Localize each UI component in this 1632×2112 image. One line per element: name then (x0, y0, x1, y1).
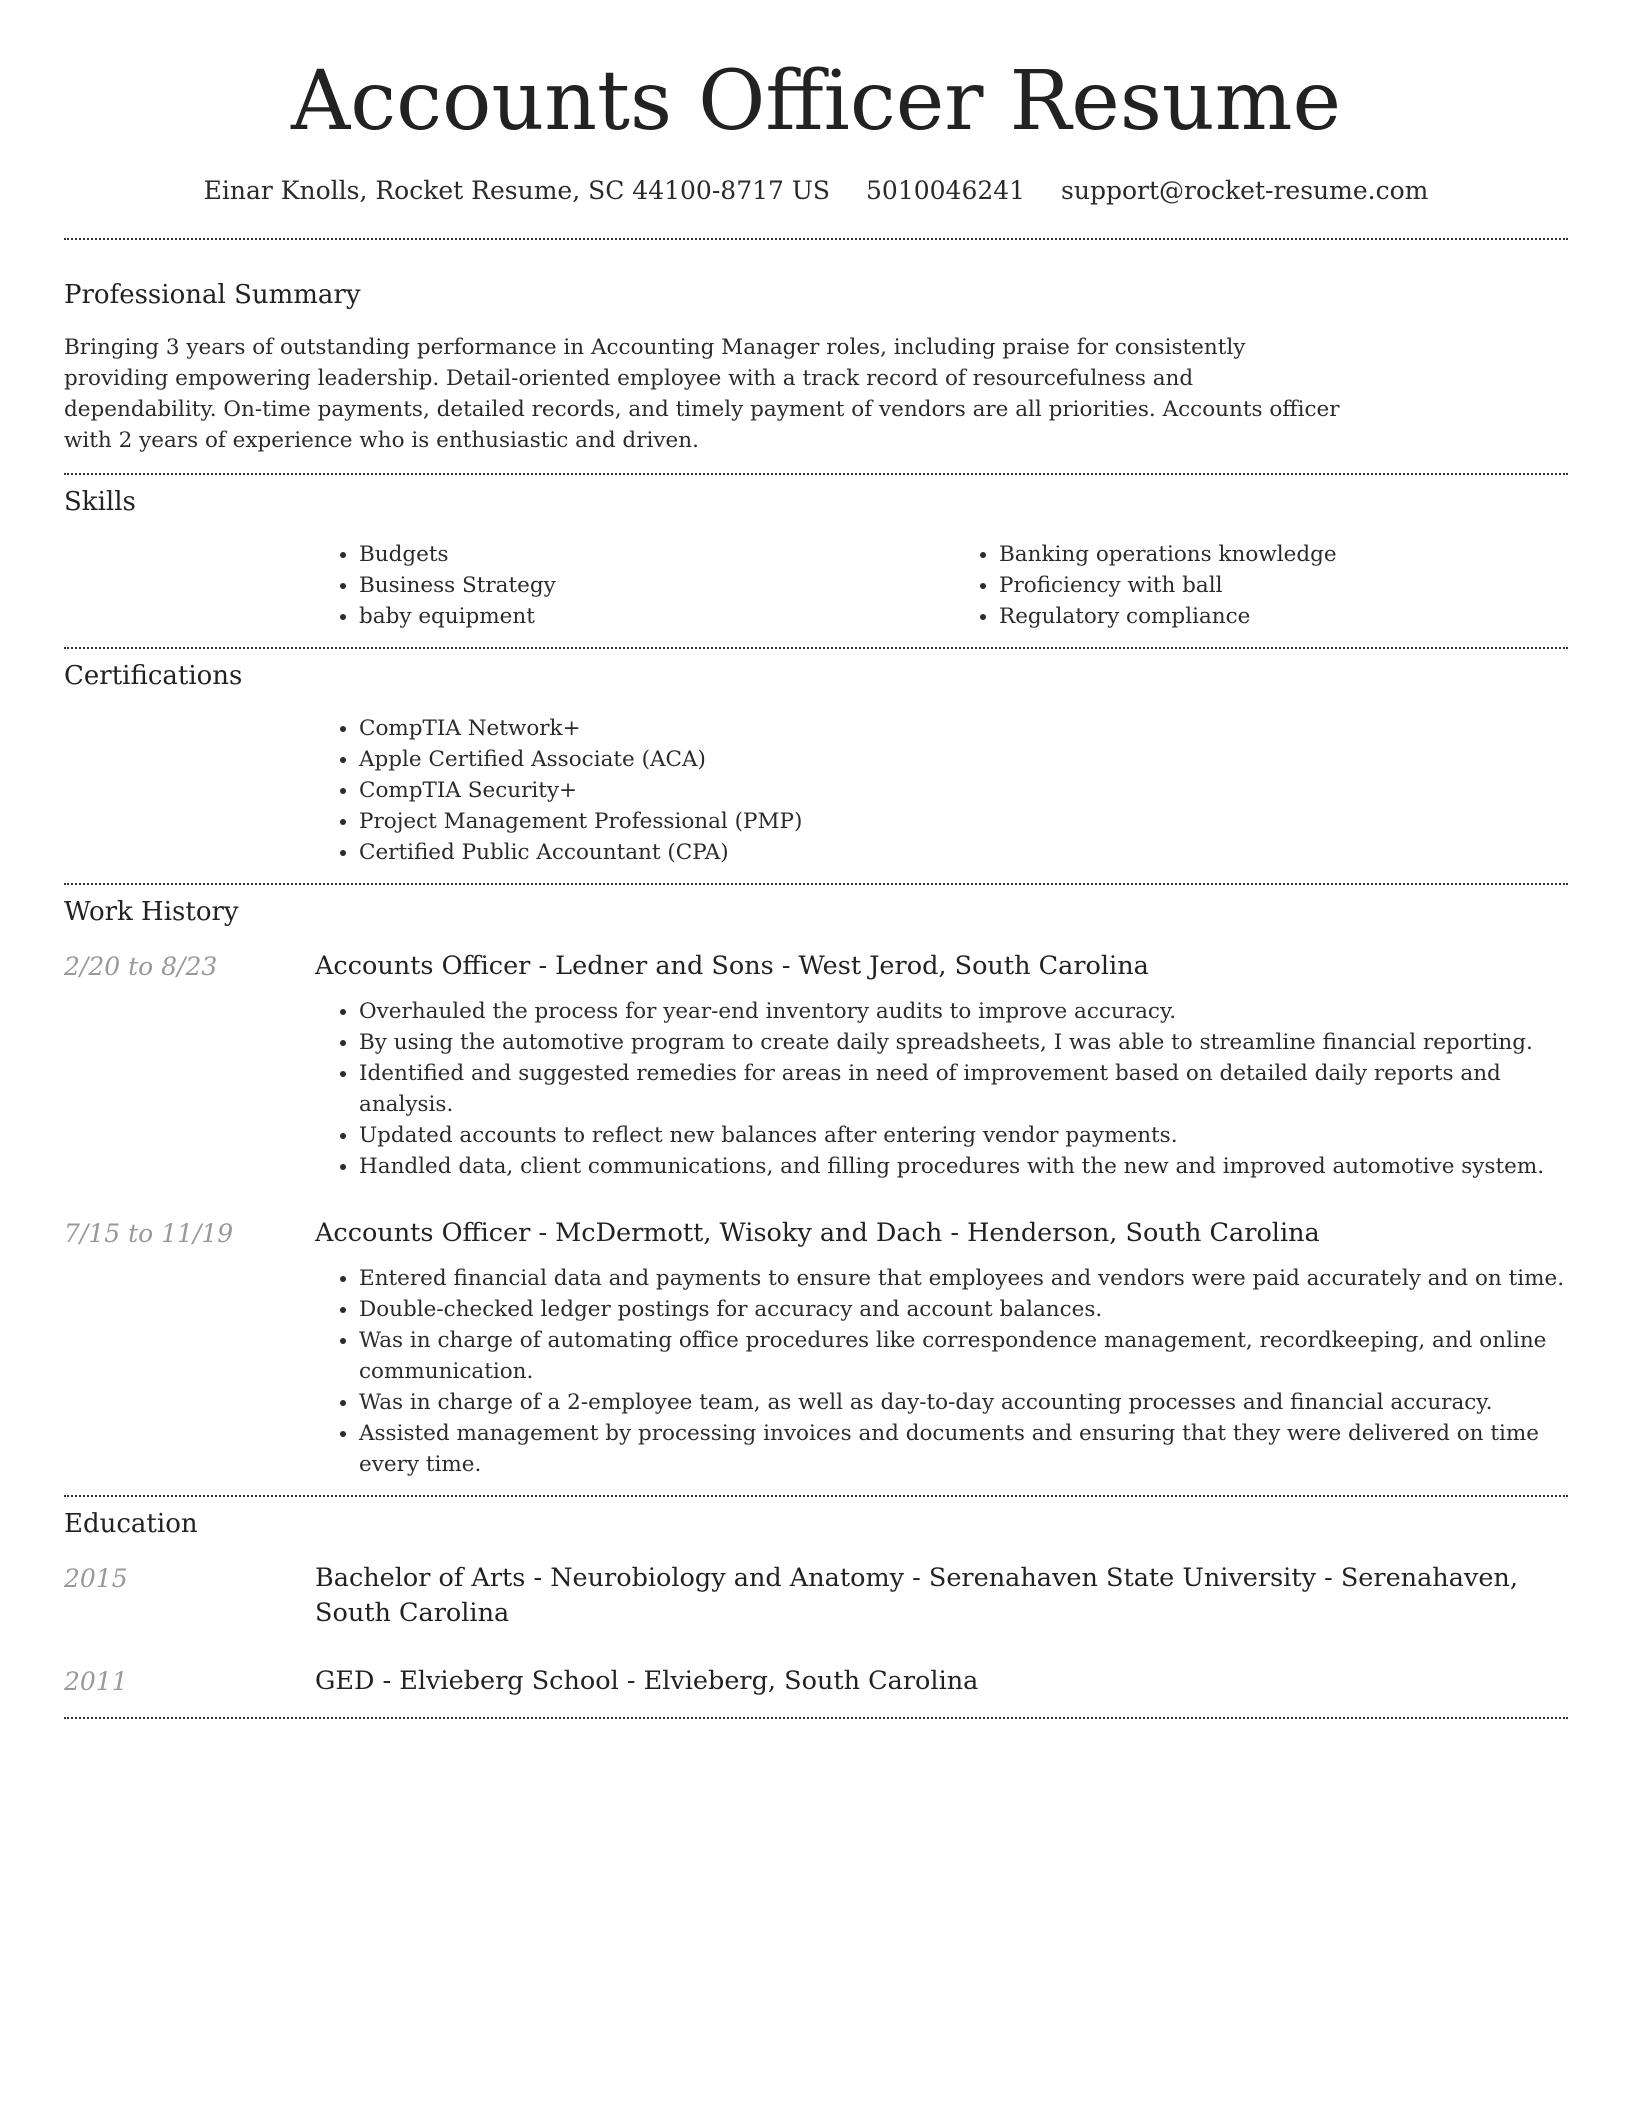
divider (64, 1495, 1568, 1497)
job-bullet: • Handled data, client communications, and filling procedures with the new and improved automotive system. (359, 1151, 1595, 1182)
job-bullet: • Was in charge of a 2-employee team, as well as day-to-day accounting processes and financial accuracy. (359, 1387, 1595, 1418)
contact-line (64, 174, 1568, 208)
education-title: Bachelor of Arts - Neurobiology and Anatomy - Serenahaven State University - Serenahaven, South Carolina (315, 1563, 1518, 1628)
job-bullet: • Entered financial data and payments to ensure that employees and vendors were paid accurately and on time. (359, 1263, 1595, 1294)
job-bullet: • Identified and suggested remedies for areas in need of improvement based on detailed daily reports and analysis. (359, 1058, 1595, 1120)
certifications-section (64, 659, 1568, 868)
certifications-list (315, 713, 1595, 868)
education-heading: Education (64, 1509, 198, 1539)
summary-text: Bringing 3 years of outstanding performance in Accounting Manager roles, including praise for consistently providing empowering leadership. Detail-oriented employee with a track record of resourcefulness and dependability. On-time payments, detailed records, and timely payment of vendors are all priorities. Accounts officer with 2 years of experience who is enthusiastic and driven. (64, 335, 1340, 453)
skill-item: • Regulatory compliance (999, 601, 1595, 632)
certification-item: • CompTIA Network+ (359, 713, 1595, 744)
summary-heading: Professional Summary (64, 280, 361, 310)
summary-section (64, 278, 1568, 456)
job-title: Accounts Officer - Ledner and Sons - West Jerod, South Carolina (315, 951, 1149, 981)
skills-column-right (955, 539, 1595, 632)
certification-item: • CompTIA Security+ (359, 775, 1595, 806)
education-date: 2011 (64, 1667, 128, 1696)
work-section (64, 895, 1568, 1480)
skills-column-left (315, 539, 955, 632)
divider (64, 1717, 1568, 1719)
skills-list (315, 539, 1595, 632)
job-date: 2/20 to 8/23 (64, 952, 218, 981)
divider (64, 238, 1568, 240)
skill-item: • Proficiency with ball (999, 570, 1595, 601)
job-bullet: • Was in charge of automating office procedures like correspondence management, recordkeeping, and online communication. (359, 1325, 1595, 1387)
divider (64, 883, 1568, 885)
education-title: GED - Elvieberg School - Elvieberg, South Carolina (315, 1666, 979, 1696)
divider (64, 647, 1568, 649)
job-entry (64, 949, 1568, 1182)
job-bullet: • By using the automotive program to create daily spreadsheets, I was able to streamline financial reporting. (359, 1027, 1595, 1058)
job-title: Accounts Officer - McDermott, Wisoky and Dach - Henderson, South Carolina (315, 1218, 1320, 1248)
skill-item: • Business Strategy (359, 570, 955, 601)
certification-item: • Certified Public Accountant (CPA) (359, 837, 1595, 868)
resume-page (64, 0, 1568, 1719)
skill-item: • baby equipment (359, 601, 955, 632)
job-bullets (315, 1263, 1595, 1480)
education-entry (64, 1664, 1568, 1699)
job-bullet: • Assisted management by processing invoices and documents and ensuring that they were delivered on time every time. (359, 1418, 1595, 1480)
skills-heading: Skills (64, 487, 136, 517)
job-date: 7/15 to 11/19 (64, 1219, 234, 1248)
job-bullet: • Updated accounts to reflect new balances after entering vendor payments. (359, 1120, 1595, 1151)
page-title: Accounts Officer Resume (290, 54, 1342, 149)
job-bullets (315, 996, 1595, 1182)
certification-item: • Apple Certified Associate (ACA) (359, 744, 1595, 775)
job-bullet: • Double-checked ledger postings for accuracy and account balances. (359, 1294, 1595, 1325)
contact-phone: 5010046241 (866, 176, 1026, 205)
skills-section (64, 485, 1568, 632)
job-bullet: • Overhauled the process for year-end inventory audits to improve accuracy. (359, 996, 1595, 1027)
job-entry (64, 1216, 1568, 1480)
education-section (64, 1507, 1568, 1699)
education-entry (64, 1561, 1568, 1631)
education-date: 2015 (64, 1564, 128, 1593)
certifications-heading: Certifications (64, 661, 243, 691)
divider (64, 473, 1568, 475)
certification-item: • Project Management Professional (PMP) (359, 806, 1595, 837)
skill-item: • Budgets (359, 539, 955, 570)
contact-address: Einar Knolls, Rocket Resume, SC 44100-8717 US (203, 176, 831, 205)
skill-item: • Banking operations knowledge (999, 539, 1595, 570)
work-heading: Work History (64, 897, 239, 927)
contact-email: support@rocket-resume.com (1061, 176, 1429, 205)
